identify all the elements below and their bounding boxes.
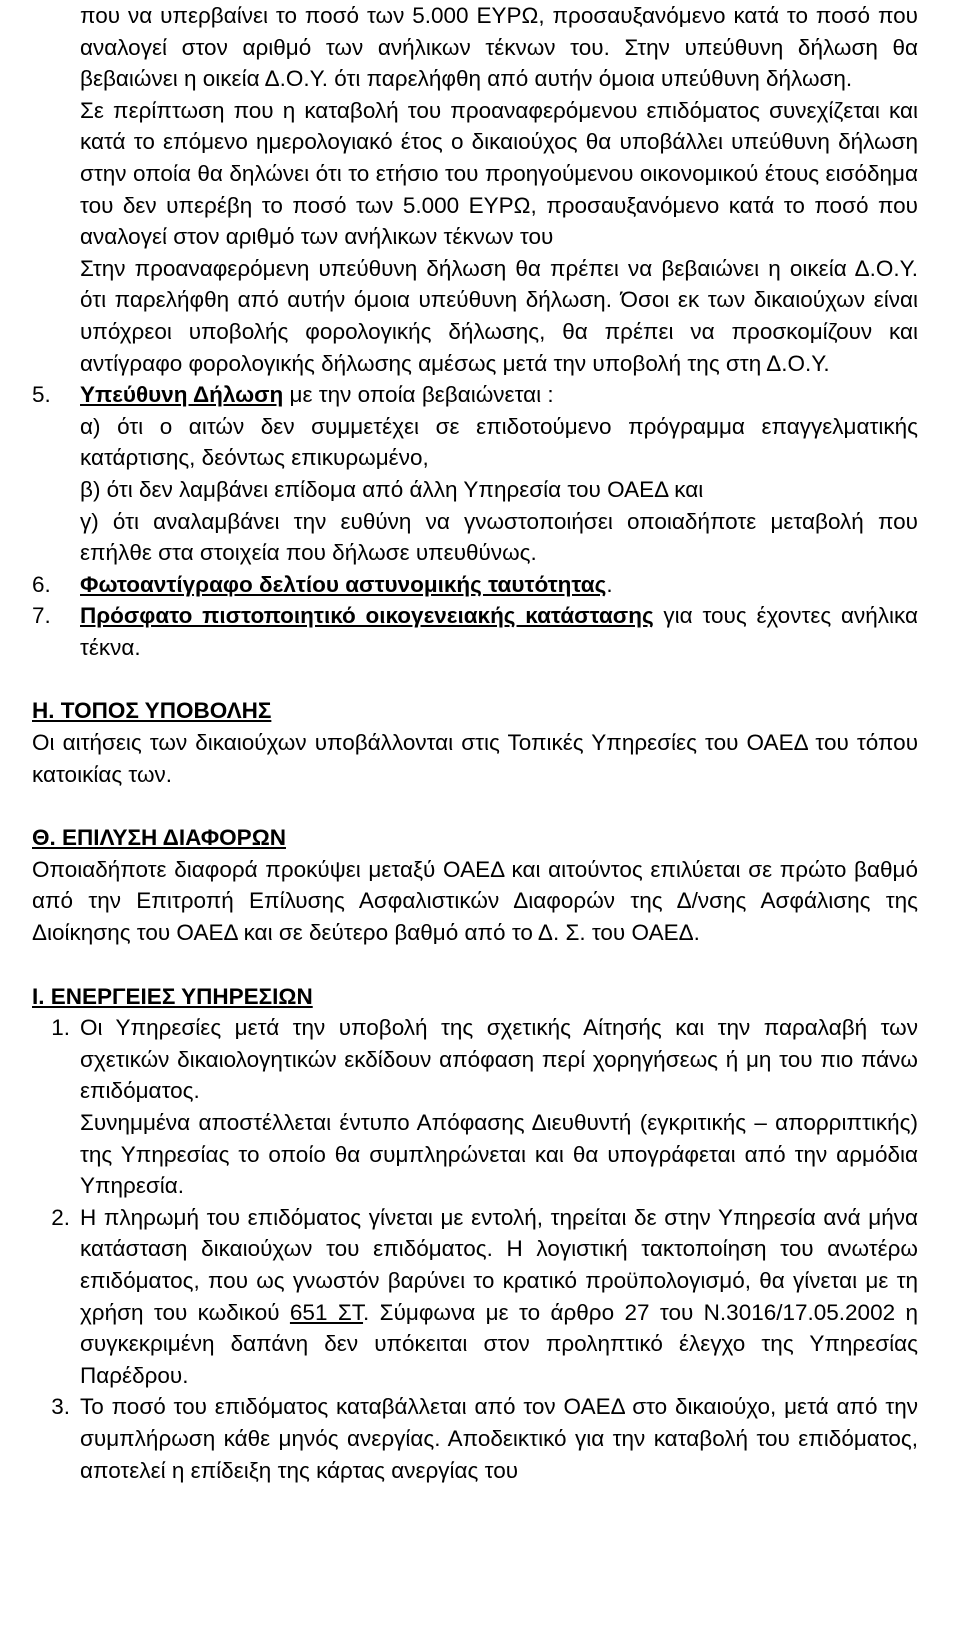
intro-paragraph-1: που να υπερβαίνει το ποσό των 5.000 ΕΥΡΩ, προσαυξανόμενο κατά το ποσό που αναλογεί στον αριθμό των ανήλικων τέκνων του. Στην υπεύθυνη δήλωση θα βεβαιώνει η οικεία Δ.Ο.Υ. ότι παρελήφθη από αυτήν όμοια υπεύθυνη δήλωση. xyxy=(80,3,918,92)
item-bold-title: Υπεύθυνη Δήλωση xyxy=(80,382,284,408)
intro-paragraph-3: Στην προαναφερόμενη υπεύθυνη δήλωση θα πρέπει να βεβαιώνει η οικεία Δ.Ο.Υ. ότι παρελήφθη από αυτήν όμοια υπεύθυνη δήλωση. Όσοι εκ των δικαιούχων είναι υπόχρεοι υποβολής φορολογικής δήλωσης, θα πρέπει να προσκομίζουν και αντίγραφο φορολογικής δήλωσης αμέσως μετά την υποβολή της στη Δ.Ο.Υ. xyxy=(80,255,918,376)
item-text: με την οποία βεβαιώνεται : xyxy=(283,382,554,408)
intro-paragraph-2: Σε περίπτωση που η καταβολή του προαναφερόμενου επιδόματος συνεχίζεται και κατά το επόμενο ημερολογιακό έτος ο δικαιούχος θα υποβάλλει υπεύθυνη δήλωση στην οποία θα δηλώνει ότι το ετήσιο του προηγούμενου οικονομικού έτους εισόδημα του δεν υπερέβη το ποσό των 5.000 ΕΥΡΩ, προσαυξανόμενο κατά το ποσό που αναλογεί στον αριθμό των ανήλικων τέκνων του xyxy=(80,97,918,250)
section-th-text: Οποιαδήποτε διαφορά προκύψει μεταξύ ΟΑΕΔ και αιτούντος επιλύεται σε πρώτο βαθμό από την Επιτροπή Επίλυσης Ασφαλιστικών Διαφορών της Δ/νσης Ασφάλισης της Διοίκησης του ΟΑΕΔ και σε δεύτερο βαθμό από το Δ. Σ. του ΟΑΕΔ. xyxy=(32,856,918,946)
section-th-title: Θ. ΕΠΙΛΥΣΗ ΔΙΑΦΟΡΩΝ xyxy=(32,825,286,851)
section-h-title: Η. ΤΟΠΟΣ ΥΠΟΒΟΛΗΣ xyxy=(32,698,272,724)
list-item-7 xyxy=(32,600,918,663)
item-number: 1. xyxy=(51,1015,70,1041)
sub-item-b: β) ότι δεν λαμβάνει επίδομα από άλλη Υπηρεσία του ΟΑΕΔ και xyxy=(80,476,704,502)
item-bold-title: Πρόσφατο πιστοποιητικό οικογενειακής κατάστασης xyxy=(80,603,654,629)
item-number: 3. xyxy=(51,1394,70,1420)
actions-item-2-pre: Η πληρωμή του επιδόματος γίνεται με εντολή, τηρείται δε στην Υπηρεσία ανά μήνα κατάσταση δικαιούχων του επιδόματος. Η λογιστική τακτοποίηση του ανωτέρω επιδόματος, που ως γνωστόν βαρύνει το κρατικό προϋπολογισμό, θα γίνεται με τη χρήση του κωδικού xyxy=(80,1204,918,1325)
section-h-text: Οι αιτήσεις των δικαιούχων υποβάλλονται στις Τοπικές Υπηρεσίες του ΟΑΕΔ του τόπου κατοικίας των. xyxy=(32,730,918,787)
item-number: 7. xyxy=(32,603,51,629)
item-number: 2. xyxy=(51,1204,70,1230)
actions-item-2 xyxy=(32,1202,918,1392)
sub-item-a: α) ότι ο αιτών δεν συμμετέχει σε επιδοτούμενο πρόγραμμα επαγγελματικής κατάρτισης, δεόντως επικυρωμένο, xyxy=(80,413,918,471)
actions-item-3 xyxy=(32,1391,918,1486)
list-item-5 xyxy=(32,379,918,569)
actions-item-1-p1: Οι Υπηρεσίες μετά την υποβολή της σχετικής Αίτησής και την παραλαβή των σχετικών δικαιολογητικών εκδίδουν απόφαση περί χορηγήσεως ή μη του πιο πάνω επιδόματος. xyxy=(80,1015,918,1104)
item-text: . xyxy=(606,571,613,597)
actions-item-2-post: . Σύμφωνα με το άρθρο 27 του Ν.3016/17.05.2002 η συγκεκριμένη δαπάνη δεν υπόκειται στον προληπτικό έλεγχο της Υπηρεσίας Παρέδρου. xyxy=(80,1299,918,1388)
item-text: για τους έχοντες ανήλικα τέκνα. xyxy=(80,603,918,660)
list-item-6 xyxy=(32,569,918,601)
section-i-title: Ι. ΕΝΕΡΓΕΙΕΣ ΥΠΗΡΕΣΙΩΝ xyxy=(32,983,313,1009)
actions-item-1 xyxy=(32,1012,918,1202)
actions-item-3-text: Το ποσό του επιδόματος καταβάλλεται από τον ΟΑΕΔ στο δικαιούχο, μετά από την συμπλήρωση κάθε μηνός ανεργίας. Αποδεικτικό για την καταβολή του επιδόματος, αποτελεί η επίδειξη της κάρτας ανεργίας του xyxy=(80,1394,918,1483)
item-bold-title: Φωτοαντίγραφο δελτίου αστυνομικής ταυτότητας xyxy=(80,571,607,597)
item-number: 5. xyxy=(32,382,51,408)
item-number: 6. xyxy=(32,571,51,597)
sub-item-c: γ) ότι αναλαμβάνει την ευθύνη να γνωστοποιήσει οποιαδήποτε μεταβολή που επήλθε στα στοιχεία που δήλωσε υπευθύνως. xyxy=(80,508,918,566)
actions-item-1-p2: Συνημμένα αποστέλλεται έντυπο Απόφασης Διευθυντή (εγκριτικής – απορριπτικής) της Υπηρεσίας το οποίο θα συμπληρώνεται και θα υπογράφεται από την αρμόδια Υπηρεσία. xyxy=(80,1110,918,1199)
budget-code: 651 ΣΤ xyxy=(289,1299,364,1325)
